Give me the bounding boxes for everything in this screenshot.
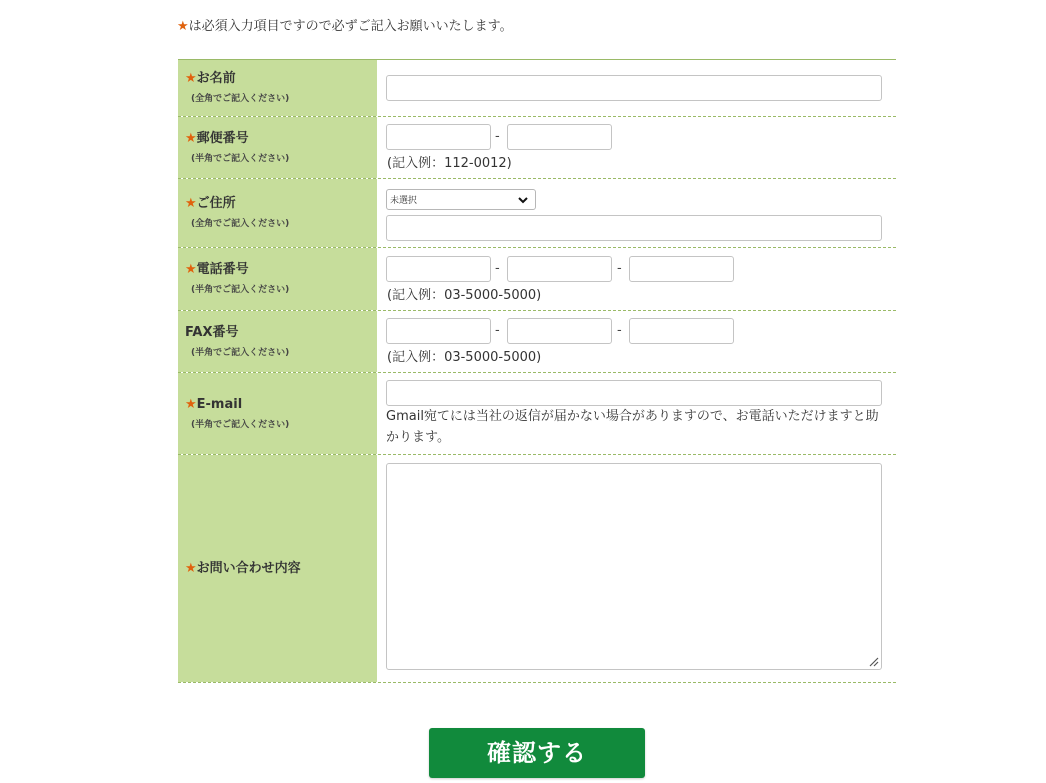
field-label [185, 396, 377, 414]
tel-separator: - [617, 261, 622, 276]
field-sublabel: (全角でご記入ください) [191, 94, 290, 104]
row-zip [178, 117, 896, 179]
star-icon: ★ [177, 19, 189, 34]
row-tel [178, 248, 896, 311]
required-note [177, 18, 513, 36]
chevron-down-icon [518, 195, 528, 205]
field-label [185, 70, 377, 88]
field-sublabel: (全角でご記入ください) [191, 219, 290, 229]
inquiry-textarea[interactable] [386, 463, 882, 670]
field-cell [377, 373, 896, 454]
star-icon: ★ [185, 71, 197, 86]
zip-example: (記入例：112-0012) [387, 156, 512, 171]
row-address [178, 179, 896, 248]
label-cell [178, 373, 377, 454]
address-input[interactable] [386, 215, 882, 241]
label-cell [178, 117, 377, 178]
field-cell [377, 179, 896, 247]
field-cell [377, 455, 896, 682]
fax-input-1[interactable] [386, 318, 491, 344]
field-label [185, 261, 377, 279]
label-cell [178, 248, 377, 310]
fax-input-3[interactable] [629, 318, 734, 344]
tel-input-3[interactable] [629, 256, 734, 282]
tel-input-1[interactable] [386, 256, 491, 282]
field-cell [377, 248, 896, 310]
tel-input-2[interactable] [507, 256, 612, 282]
fax-separator: - [617, 323, 622, 338]
label-text: お名前 [196, 71, 236, 86]
required-note-text: は必須入力項目ですので必ずご記入お願いいたします。 [188, 19, 513, 34]
field-cell [377, 117, 896, 178]
star-icon: ★ [185, 262, 197, 277]
label-text: 郵便番号 [196, 130, 249, 146]
label-text: E-mail [196, 396, 243, 412]
prefecture-select[interactable] [386, 189, 536, 210]
field-label: FAX番号 [185, 324, 239, 340]
field-sublabel: (半角でご記入ください) [191, 285, 290, 295]
fax-separator: - [495, 323, 500, 338]
label-text: 電話番号 [196, 262, 249, 277]
row-inquiry [178, 455, 896, 683]
row-fax [178, 311, 896, 373]
email-input[interactable] [386, 380, 882, 406]
email-hint: Gmail宛てには当社の返信が届かない場合がありますので、お電話いただけますと助かります。 [386, 409, 879, 445]
fax-input-2[interactable] [507, 318, 612, 344]
confirm-button[interactable]: 確認する [429, 728, 645, 778]
field-sublabel: (半角でご記入ください) [191, 347, 290, 358]
label-text: ご住所 [196, 196, 236, 211]
label-cell [178, 179, 377, 247]
star-icon: ★ [185, 396, 197, 412]
row-email [178, 373, 896, 455]
label-cell [178, 311, 377, 372]
contact-form [178, 59, 896, 683]
field-label [185, 130, 377, 148]
zip-input-1[interactable] [386, 124, 491, 150]
star-icon: ★ [185, 196, 197, 211]
star-icon: ★ [185, 560, 197, 576]
row-name [178, 60, 896, 117]
field-cell [377, 311, 896, 372]
star-icon: ★ [185, 130, 197, 146]
label-cell [178, 60, 377, 116]
label-cell [178, 455, 377, 682]
zip-input-2[interactable] [507, 124, 612, 150]
name-input[interactable] [386, 75, 882, 101]
field-cell [377, 60, 896, 116]
label-text: お問い合わせ内容 [196, 560, 301, 576]
tel-example: (記入例：03-5000-5000) [387, 288, 542, 303]
fax-example: (記入例：03-5000-5000) [387, 350, 542, 365]
zip-separator: - [495, 129, 500, 144]
field-sublabel: (半角でご記入ください) [191, 153, 290, 164]
tel-separator: - [495, 261, 500, 276]
field-label [185, 560, 377, 578]
field-sublabel: (半角でご記入ください) [191, 419, 290, 430]
resize-grip-icon[interactable] [867, 655, 879, 667]
field-label [185, 195, 377, 213]
select-value: 未選択 [390, 196, 418, 206]
